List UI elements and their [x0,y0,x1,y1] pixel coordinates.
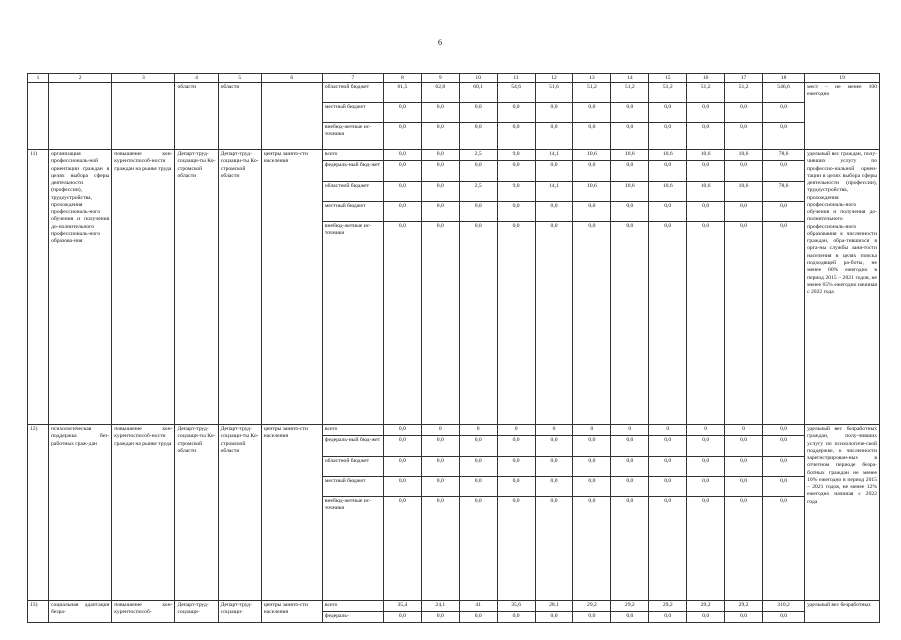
value-cell: 0,0 [725,123,763,150]
value-cell: 0,0 [611,457,649,477]
value-cell: 0,0 [459,612,497,623]
funding-source: местный бюджет [322,202,383,222]
value-cell: 0,0 [611,436,649,457]
value-cell: 0,0 [763,497,805,601]
value-cell: 10,6 [725,150,763,161]
value-cell: 41 [459,601,497,612]
value-cell: 0,0 [421,150,459,161]
value-cell: 0,0 [687,202,725,222]
value-cell: 0,0 [611,222,649,425]
column-number-12: 12 [535,74,573,83]
measure-goal: повышение кон-курентоспособ-ности граждан на рынке труда [112,150,175,425]
column-number-17: 17 [725,74,763,83]
target-indicator: удельный вес безработных [805,601,880,623]
funding-source: внебюд-жетные ис-точники [322,497,383,601]
value-cell: 35,6 [497,601,535,612]
value-cell: 0,0 [687,161,725,182]
funding-source: всего [322,601,383,612]
value-cell: 62,8 [421,83,459,103]
responsible-executor: Департ-труд-соцзащи-ты Ко-стромской области [175,150,218,425]
value-cell: 0,0 [763,103,805,123]
value-cell: 0,0 [459,103,497,123]
column-number-19: 19 [805,74,880,83]
co-executor: Департ-труд-соцзащи-ты Ко-стромской области [218,425,261,601]
value-cell: 29,2 [687,601,725,612]
value-cell: 0,0 [649,123,687,150]
participant: центры занято-сти населения [261,150,322,425]
value-cell: 29,2 [611,601,649,612]
value-cell: 0,0 [649,103,687,123]
value-cell: 60,1 [459,83,497,103]
value-cell: 0,0 [649,612,687,623]
column-number-7: 7 [322,74,383,83]
value-cell: 0,0 [497,161,535,182]
value-cell: 0,0 [725,612,763,623]
value-cell: 0,0 [763,425,805,436]
value-cell: 0,0 [763,222,805,425]
value-cell: 0,0 [383,222,421,425]
value-cell: 0,0 [383,123,421,150]
value-cell: 0,0 [649,436,687,457]
value-cell: 0,0 [725,161,763,182]
value-cell: 0 [649,425,687,436]
value-cell: 0,0 [763,477,805,497]
value-cell: 0,0 [573,202,611,222]
value-cell: 0,0 [611,612,649,623]
value-cell: 0,0 [383,436,421,457]
value-cell: 0,0 [763,436,805,457]
value-cell: 0,0 [535,477,573,497]
value-cell: 0,0 [611,103,649,123]
value-cell: 0,0 [497,202,535,222]
value-cell: 0,0 [497,497,535,601]
value-cell: 0,0 [687,123,725,150]
value-cell: 546,6 [763,83,805,103]
value-cell: 0,0 [535,222,573,425]
participant [261,83,322,150]
value-cell: 0,0 [573,123,611,150]
value-cell: 0,0 [725,202,763,222]
participant: центры занято-сти населения [261,425,322,601]
value-cell: 0,0 [383,477,421,497]
value-cell: 0,0 [611,161,649,182]
value-cell: 0,0 [763,161,805,182]
value-cell: 0,0 [497,103,535,123]
responsible-executor: Департ-труд-соцзащи-ты Ко-стромской области [175,425,218,601]
row-number: 11) [28,150,49,425]
value-cell: 0,0 [383,150,421,161]
value-cell: 0,0 [725,457,763,477]
value-cell: 51,2 [649,83,687,103]
value-cell: 14,1 [535,150,573,161]
value-cell: 0,0 [459,161,497,182]
funding-source: всего [322,150,383,161]
funding-source: местный бюджет [322,477,383,497]
value-cell: 0,0 [725,222,763,425]
row-number: 13) [28,601,49,623]
value-cell: 0,0 [687,436,725,457]
value-cell: 0,0 [649,161,687,182]
value-cell: 0,0 [649,497,687,601]
value-cell: 0,0 [611,202,649,222]
measure-name: организация профессиональ-ной ориентации граждан в целях выбора сферы деятельности (профессии), трудоустройства, прохождения профессиональ-ного обучения и получения до-полнительного профессиональ-ного образова-ния [49,150,112,425]
value-cell: 0,0 [611,123,649,150]
value-cell: 310,2 [763,601,805,612]
value-cell: 78,6 [763,182,805,202]
co-executor: области [218,83,261,150]
value-cell: 0,0 [725,436,763,457]
value-cell: 0,0 [383,497,421,601]
value-cell: 10,6 [725,182,763,202]
value-cell: 0,0 [383,182,421,202]
responsible-executor: Департ-труд-соцзащи- [175,601,218,623]
value-cell: 0,0 [649,477,687,497]
column-number-10: 10 [459,74,497,83]
value-cell: 0,0 [383,202,421,222]
table-row [28,150,880,161]
value-cell: 61,5 [383,83,421,103]
value-cell: 0,0 [725,497,763,601]
empty-cell [112,83,175,150]
value-cell: 0,0 [459,123,497,150]
value-cell: 0,0 [383,103,421,123]
column-number-8: 8 [383,74,421,83]
value-cell: 0,0 [421,103,459,123]
empty-cell [49,83,112,150]
value-cell: 0 [725,425,763,436]
value-cell: 0,0 [459,477,497,497]
value-cell: 0,0 [421,161,459,182]
value-cell: 0,0 [421,182,459,202]
participant: центры занято-сти населения [261,601,322,623]
value-cell: 78,6 [763,150,805,161]
value-cell: 0,0 [763,123,805,150]
value-cell: 10,6 [573,150,611,161]
funding-source: внебюд-жетные ис-точники [322,222,383,425]
value-cell: 0,0 [421,612,459,623]
value-cell: 0,0 [535,123,573,150]
funding-source: всего [322,425,383,436]
value-cell: 0,0 [687,612,725,623]
value-cell: 0,0 [497,477,535,497]
value-cell: 0,0 [649,202,687,222]
value-cell: 51,2 [725,83,763,103]
value-cell: 0 [611,425,649,436]
program-table [27,73,880,623]
funding-source: областной бюджет [322,83,383,103]
funding-source: областной бюджет [322,457,383,477]
value-cell: 0,0 [421,123,459,150]
value-cell: 0,0 [687,497,725,601]
value-cell: 0,0 [421,497,459,601]
value-cell: 0,0 [497,436,535,457]
value-cell: 54,6 [497,83,535,103]
value-cell: 0,0 [535,612,573,623]
value-cell: 0,0 [573,612,611,623]
empty-cell [28,83,49,150]
value-cell: 0,0 [573,103,611,123]
column-number-13: 13 [573,74,611,83]
co-executor: Департ-труд-соцзащи- [218,601,261,623]
value-cell: 0,0 [459,497,497,601]
column-number-15: 15 [649,74,687,83]
value-cell: 0,0 [611,477,649,497]
value-cell: 0,0 [649,457,687,477]
value-cell: 29,2 [725,601,763,612]
value-cell: 0,0 [535,497,573,601]
value-cell: 0,0 [383,457,421,477]
target-indicator: мест – не менее 100 ежегодно [805,83,880,150]
value-cell: 0,0 [535,103,573,123]
funding-source: местный бюджет [322,103,383,123]
column-number-2: 2 [49,74,112,83]
co-executor: Департ-труд-соцзащи-ты Ко-стромской области [218,150,261,425]
value-cell: 29,2 [573,601,611,612]
value-cell: 51,6 [535,83,573,103]
responsible-executor: области [175,83,218,150]
column-number-18: 18 [763,74,805,83]
value-cell: 35,4 [383,601,421,612]
row-number: 12) [28,425,49,601]
value-cell: 0,0 [573,497,611,601]
column-number-16: 16 [687,74,725,83]
measure-goal: повышение кон-курентоспособ-ности граждан на рынке труда [112,425,175,601]
value-cell: 0 [573,425,611,436]
target-indicator: удельный вес безработных граждан, полу-чивших услугу по психологиче-ской поддержке, к численности зарегистрирован-ных в отчетном периоде безра-ботных граждан не менее 10% ежегодно в период 2015 – 2021 годов, не менее 12% ежегодно начиная с 2022 года [805,425,880,601]
value-cell: 51,2 [611,83,649,103]
measure-goal: повышение кон-курентоспособ- [112,601,175,623]
funding-source: внебюд-жетные ис-точники [322,123,383,150]
measure-name: социальная адаптация безра- [49,601,112,623]
value-cell: 0,0 [459,202,497,222]
value-cell: 0,0 [535,436,573,457]
value-cell: 0,0 [421,477,459,497]
value-cell: 9,0 [497,150,535,161]
target-indicator: удельный вес граждан, полу-чивших услугу по профессио-нальной ориен-тации в целях выбора сферы деятельности (профессии), трудоустройства, прохождения профессиональ-ного обучения и получения до-полнительного профессиональ-ного образования к численности граждан, обра-тившихся в орга-ны службы заня-тости населения в целях поиска подходящей ра-боты, не менее 60% ежегодно в период 2015 – 2021 годов, не менее 65% ежегодно начиная с 2022 года [805,150,880,425]
value-cell: 29,2 [649,601,687,612]
column-number-9: 9 [421,74,459,83]
value-cell: 24,1 [421,601,459,612]
value-cell: 0,0 [573,161,611,182]
value-cell: 0,0 [573,477,611,497]
value-cell: 0,0 [725,477,763,497]
value-cell: 51,2 [687,83,725,103]
page-number: 6 [438,38,442,47]
value-cell: 51,2 [573,83,611,103]
value-cell: 0,0 [383,612,421,623]
value-cell: 0 [497,425,535,436]
value-cell: 0,0 [459,457,497,477]
value-cell: 10,6 [649,150,687,161]
value-cell: 0,0 [497,222,535,425]
value-cell: 0,0 [763,457,805,477]
value-cell: 0 [687,425,725,436]
value-cell: 0,0 [725,103,763,123]
value-cell: 10,6 [687,182,725,202]
column-number-11: 11 [497,74,535,83]
value-cell: 0,0 [535,202,573,222]
value-cell: 10,6 [687,150,725,161]
value-cell: 0,0 [497,612,535,623]
table-row [28,601,880,612]
value-cell: 10,6 [611,182,649,202]
value-cell: 0,0 [687,477,725,497]
funding-source: областной бюджет [322,182,383,202]
value-cell: 10,6 [649,182,687,202]
column-number-1: 1 [28,74,49,83]
value-cell: 10,6 [573,182,611,202]
column-number-6: 6 [261,74,322,83]
value-cell: 0,0 [573,436,611,457]
value-cell: 0,0 [383,425,421,436]
funding-source: федераль-ный бюд-жет [322,161,383,182]
value-cell: 0,0 [611,497,649,601]
value-cell: 0,0 [497,123,535,150]
funding-source: федераль-ный бюд-жет [322,436,383,457]
column-number-3: 3 [112,74,175,83]
column-number-row [28,74,880,83]
value-cell: 0,0 [535,457,573,477]
value-cell: 0,0 [421,457,459,477]
column-number-14: 14 [611,74,649,83]
value-cell: 0 [459,425,497,436]
value-cell: 0,0 [421,222,459,425]
value-cell: 0,0 [687,222,725,425]
value-cell: 0 [421,425,459,436]
value-cell: 0,0 [687,457,725,477]
value-cell: 10,6 [611,150,649,161]
value-cell: 0,0 [421,436,459,457]
value-cell: 0,0 [421,202,459,222]
value-cell: 0,0 [459,436,497,457]
funding-source: федераль- [322,612,383,623]
value-cell: 0,0 [497,457,535,477]
value-cell: 0,0 [687,103,725,123]
value-cell: 0,0 [459,222,497,425]
value-cell: 0,0 [649,222,687,425]
value-cell: 0,0 [763,202,805,222]
value-cell: 28,1 [535,601,573,612]
measure-name: психологическая поддержка без-работных граж-дан [49,425,112,601]
value-cell: 0,0 [573,222,611,425]
value-cell: 0 [535,425,573,436]
table-row [28,83,880,103]
value-cell: 14,1 [535,182,573,202]
value-cell: 0,0 [535,161,573,182]
value-cell: 2,5 [459,182,497,202]
column-number-5: 5 [218,74,261,83]
table-row [28,425,880,436]
value-cell: 0,0 [573,457,611,477]
value-cell: 0,0 [763,612,805,623]
value-cell: 9,0 [497,182,535,202]
value-cell: 2,5 [459,150,497,161]
column-number-4: 4 [175,74,218,83]
value-cell: 0,0 [383,161,421,182]
